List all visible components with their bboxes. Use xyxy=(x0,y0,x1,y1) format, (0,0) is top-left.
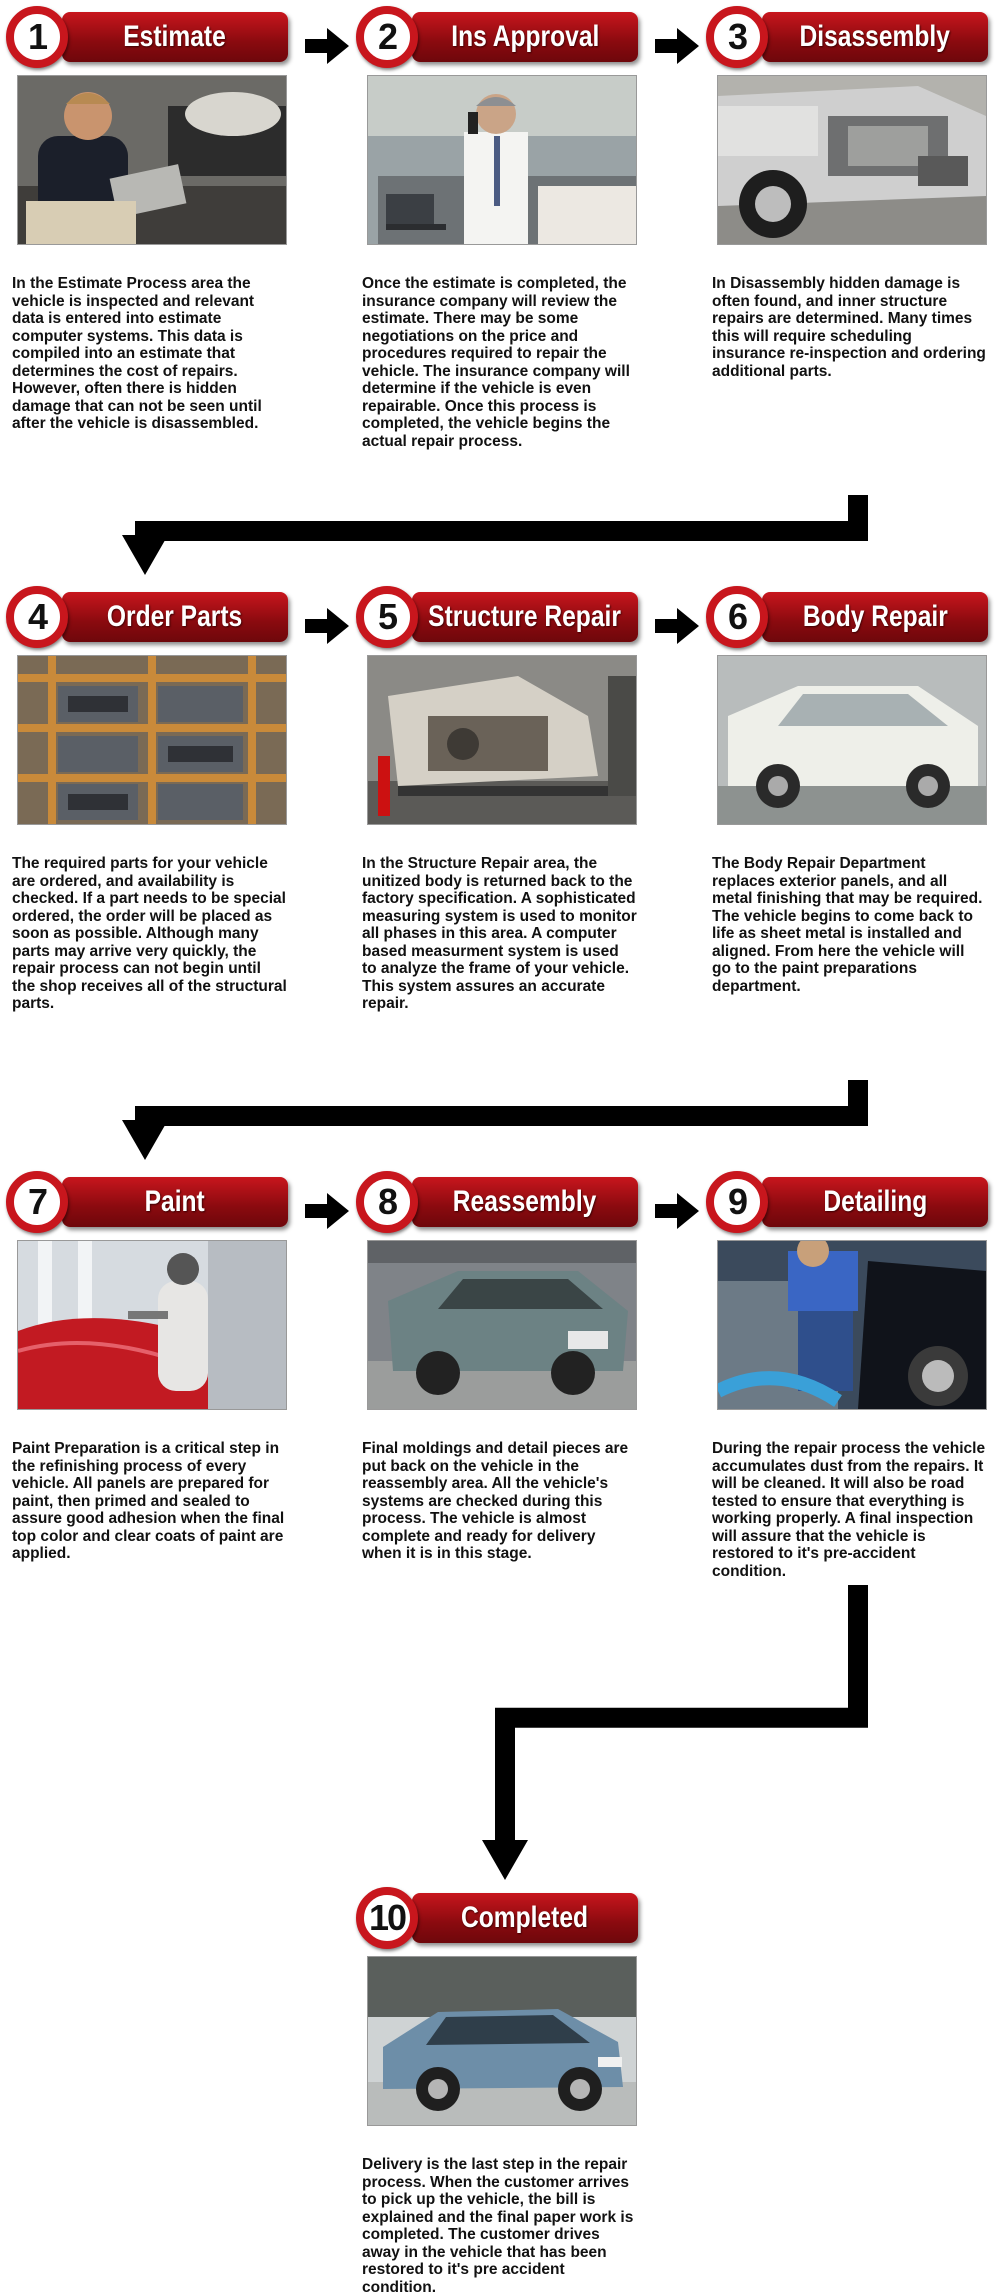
step-number: 4 xyxy=(27,596,47,637)
step-description: In the Estimate Process area the vehicle is inspected and relevant data is entered into estimate computer systems. This data is compiled into an estimate that determines the cost of repairs. However, often there is hidden damage that can not be seen until after the vehicle is disassembled. xyxy=(12,275,262,432)
step-title: Disassembly xyxy=(799,20,951,53)
step-number: 3 xyxy=(727,16,747,57)
step-title: Body Repair xyxy=(802,600,948,633)
step-number: 7 xyxy=(27,1181,47,1222)
connector-path xyxy=(122,1080,868,1160)
connector-path xyxy=(482,1585,868,1880)
step-number: 6 xyxy=(727,596,747,637)
step-number: 1 xyxy=(27,16,47,57)
step-title: Reassembly xyxy=(453,1185,597,1218)
elbow-down-arrow-icon xyxy=(482,1585,868,1880)
step-number-badge xyxy=(6,586,68,648)
step-description: In Disassembly hidden damage is often found, and inner structure repairs are determined. Many times this will require scheduling insurance re-inspection and ordering additional parts. xyxy=(712,275,986,380)
step-description: In the Structure Repair area, the unitized body is returned back to the factory specification. A sophisticated measuring system is used to monitor all phases in this area. A computer based measurment system is used to analyze the frame of your vehicle. This system assures an accurate repair. xyxy=(362,855,637,1012)
step-title: Completed xyxy=(461,1901,589,1934)
step-title: Order Parts xyxy=(107,600,243,633)
step-description: Final moldings and detail pieces are put back on the vehicle in the reassembly area. All the vehicle's systems are checked during this process. The vehicle is almost complete and ready for delivery when it is in this stage. xyxy=(362,1440,629,1562)
step-title: Estimate xyxy=(123,20,227,53)
step-number-badge xyxy=(6,1171,68,1233)
elbow-down-arrow-icon xyxy=(122,1080,868,1160)
connector-path xyxy=(122,495,868,575)
step-description: The Body Repair Department replaces exterior panels, and all metal finishing that may be required. The vehicle begins to come back to life as sheet metal is installed and aligned. From here the vehicle will go to the paint preparations department. xyxy=(712,855,983,995)
step-number-badge xyxy=(706,1171,768,1233)
step-title: Detailing xyxy=(823,1185,927,1218)
step-number-badge xyxy=(6,6,68,68)
step-number: 10 xyxy=(368,1897,406,1938)
elbow-down-arrow-icon xyxy=(122,495,868,575)
step-description: During the repair process the vehicle accumulates dust from the repairs. It will be cleaned. It will also be road tested to ensure that everything is working properly. A final inspection will assure that the vehicle is restored to it's pre-accident condition. xyxy=(712,1440,986,1580)
step-number-badge xyxy=(356,586,418,648)
step-number-badge xyxy=(356,1887,418,1949)
step-number-badge xyxy=(706,586,768,648)
step-number: 8 xyxy=(377,1181,397,1222)
step-number: 2 xyxy=(377,16,397,57)
step-description: The required parts for your vehicle are ordered, and availability is checked. If a part needs to be special ordered, the order will be placed as soon as possible. Although many parts may arrive very quickly, the repair process can not begin until the shop receives all of the structural parts. xyxy=(12,855,287,1012)
step-number-badge xyxy=(356,1171,418,1233)
step-title: Structure Repair xyxy=(428,600,622,633)
step-description: Delivery is the last step in the repair process. When the customer arrives to pick up the vehicle, the bill is explained and the final paper work is completed. The customer drives away in the vehicle that has been restored to it's pre accident condition. xyxy=(362,2156,634,2296)
step-number-badge xyxy=(356,6,418,68)
step-description: Paint Preparation is a critical step in the refinishing process of every vehicle. All panels are prepared for paint, then primed and sealed to assure good adhesion when the final top color and clear coats of paint are applied. xyxy=(12,1440,285,1562)
step-title: Ins Approval xyxy=(450,20,600,53)
step-description: Once the estimate is completed, the insurance company will review the estimate. There may be some negotiations on the price and procedures required to repair the vehicle. The insurance company will determine if the vehicle is even repairable. Once this process is completed, the vehicle begins the actual repair process. xyxy=(362,275,630,450)
step-number: 5 xyxy=(377,596,397,637)
step-number-badge xyxy=(706,6,768,68)
step-number: 9 xyxy=(727,1181,747,1222)
step-title: Paint xyxy=(144,1185,206,1218)
